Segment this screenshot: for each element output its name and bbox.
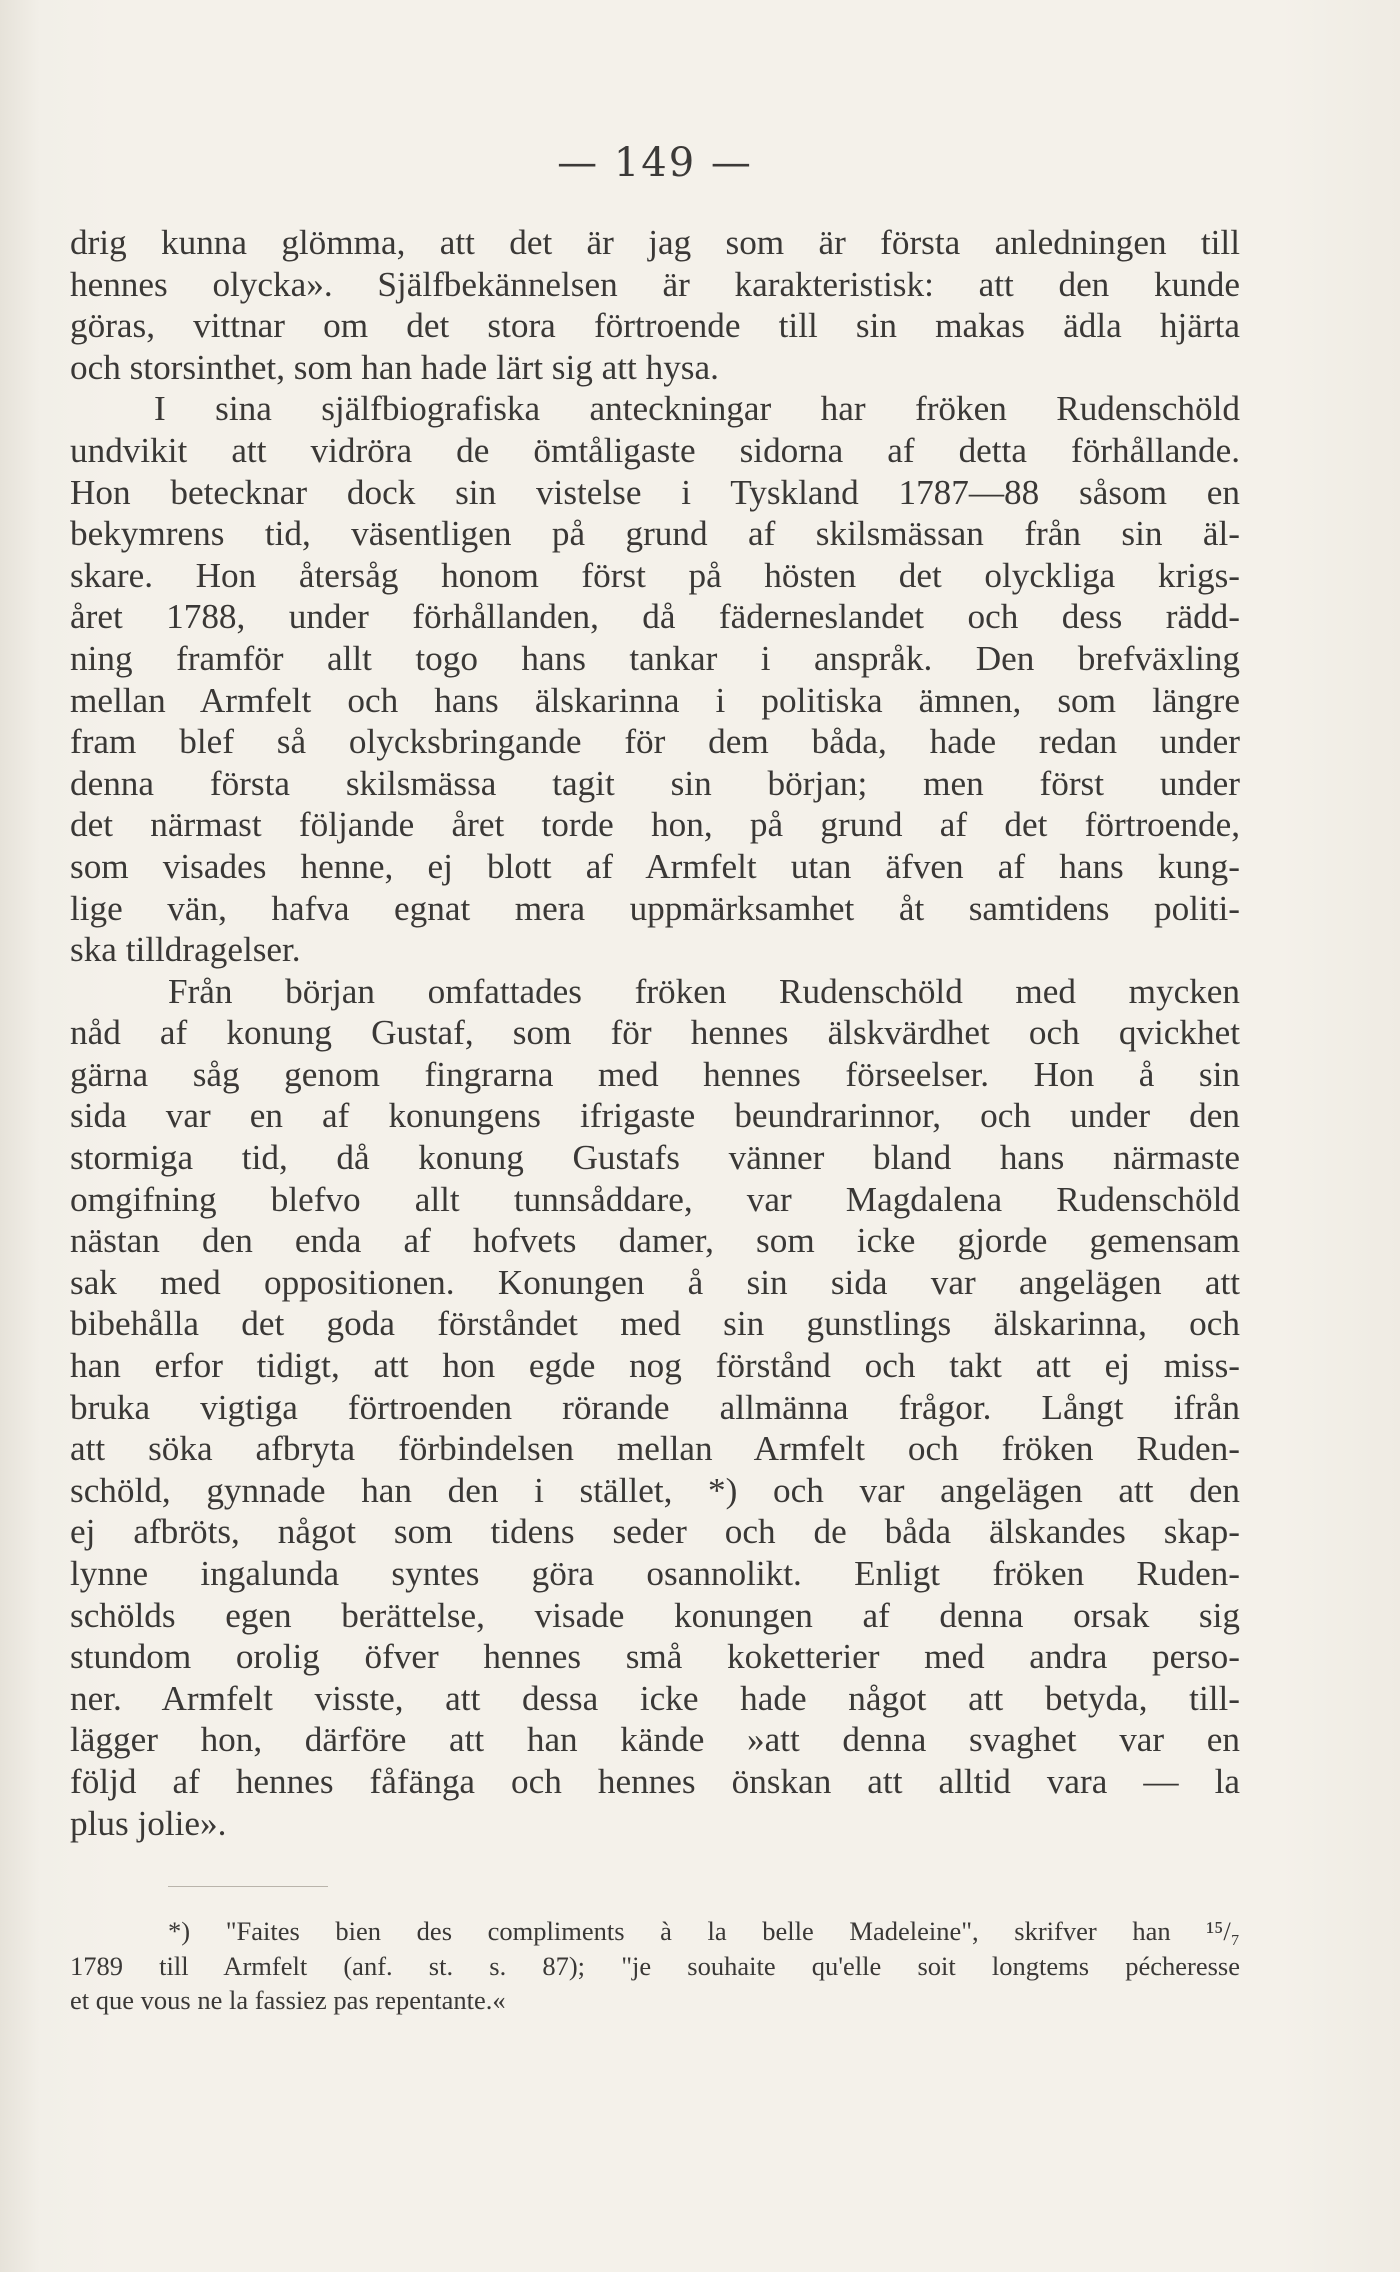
- text-line: göras, vittnar om det stora förtroende till sin makas ädla hjärta: [70, 306, 1240, 346]
- page-number: — 149 —: [557, 140, 753, 186]
- text-line: som visades henne, ej blott af Armfelt utan äfven af hans kung-: [70, 846, 1240, 886]
- text-line: plus jolie».: [70, 1803, 227, 1843]
- text-line: denna första skilsmässa tagit sin början; men först under: [70, 763, 1240, 803]
- text-line: Från början omfattades fröken Rudenschöld med mycken: [168, 971, 1240, 1011]
- text-line: stormiga tid, då konung Gustafs vänner bland hans närmaste: [70, 1138, 1240, 1178]
- text-line: drig kunna glömma, att det är jag som är första anledningen till: [70, 223, 1240, 262]
- body-text: [70, 222, 1240, 1844]
- text-line: nästan den enda af hofvets damer, som icke gjorde gemensam: [70, 1221, 1240, 1261]
- text-line: ning framför allt togo hans tankar i anspråk. Den brefväxling: [70, 638, 1240, 678]
- text-line: följd af hennes fåfänga och hennes önskan att alltid vara — la: [70, 1761, 1240, 1801]
- text-line: lägger hon, därföre att han kände »att denna svaghet var en: [70, 1720, 1240, 1760]
- text-line: sida var en af konungens ifrigaste beundrarinnor, och under den: [70, 1096, 1240, 1136]
- text-line: ej afbröts, något som tidens seder och de båda älskandes skap-: [70, 1512, 1240, 1552]
- text-line: lige vän, hafva egnat mera uppmärksamhet åt samtidens politi-: [70, 888, 1240, 928]
- text-line: lynne ingalunda syntes göra osannolikt. Enligt fröken Ruden-: [70, 1554, 1240, 1593]
- footnote: [70, 1914, 1240, 2018]
- text-line: undvikit att vidröra de ömtåligaste sidorna af detta förhållande.: [70, 430, 1240, 470]
- text-line: nåd af konung Gustaf, som för hennes älskvärdhet och qvickhet: [70, 1013, 1240, 1053]
- footnote-divider: [168, 1886, 328, 1887]
- text-line: sak med oppositionen. Konungen å sin sida var angelägen att: [70, 1262, 1240, 1302]
- text-line: Hon betecknar dock sin vistelse i Tyskland 1787—88 såsom en: [70, 472, 1240, 512]
- text-line: året 1788, under förhållanden, då fäderneslandet och dess rädd-: [70, 597, 1240, 637]
- text-line: omgifning blefvo allt tunnsåddare, var Magdalena Rudenschöld: [70, 1179, 1240, 1219]
- text-line: bekymrens tid, väsentligen på grund af skilsmässan från sin äl-: [70, 514, 1240, 554]
- text-line: ska tilldragelser.: [70, 930, 301, 970]
- text-line: bibehålla det goda förståndet med sin gunstlings älskarinna, och: [70, 1304, 1240, 1344]
- text-line: mellan Armfelt och hans älskarinna i politiska ämnen, som längre: [70, 680, 1240, 720]
- text-line: att söka afbryta förbindelsen mellan Armfelt och fröken Ruden-: [70, 1429, 1240, 1469]
- text-line: gärna såg genom fingrarna med hennes förseelser. Hon å sin: [70, 1054, 1240, 1094]
- text-line: han erfor tidigt, att hon egde nog förstånd och takt att ej miss-: [70, 1346, 1240, 1386]
- text-line: bruka vigtiga förtroenden rörande allmänna frågor. Långt ifrån: [70, 1387, 1240, 1427]
- text-line: hennes olycka». Själfbekännelsen är karakteristisk: att den kunde: [70, 264, 1240, 304]
- text-line: ner. Armfelt visste, att dessa icke hade något att betyda, till-: [70, 1678, 1240, 1718]
- footnote-line: *) "Faites bien des compliments à la belle Madeleine", skrifver han ¹⁵/₇: [168, 1916, 1240, 1946]
- text-line: schöld, gynnade han den i stället, *) och var angelägen att den: [70, 1470, 1240, 1510]
- text-line: fram blef så olycksbringande för dem båda, hade redan under: [70, 722, 1240, 762]
- text-line: schölds egen berättelse, visade konungen af denna orsak sig: [70, 1595, 1240, 1635]
- footnote-line: et que vous ne la fassiez pas repentante.«: [70, 1985, 506, 2015]
- text-line: I sina själfbiografiska anteckningar har fröken Rudenschöld: [154, 389, 1240, 429]
- text-line: och storsinthet, som han hade lärt sig att hysa.: [70, 347, 719, 387]
- footnote-line: 1789 till Armfelt (anf. st. s. 87); "je souhaite qu'elle soit longtems pécheresse: [70, 1950, 1240, 1981]
- text-line: skare. Hon återsåg honom först på hösten det olyckliga krigs-: [70, 555, 1240, 595]
- text-line: det närmast följande året torde hon, på grund af det förtroende,: [70, 805, 1240, 845]
- text-line: stundom orolig öfver hennes små koketterier med andra perso-: [70, 1637, 1240, 1677]
